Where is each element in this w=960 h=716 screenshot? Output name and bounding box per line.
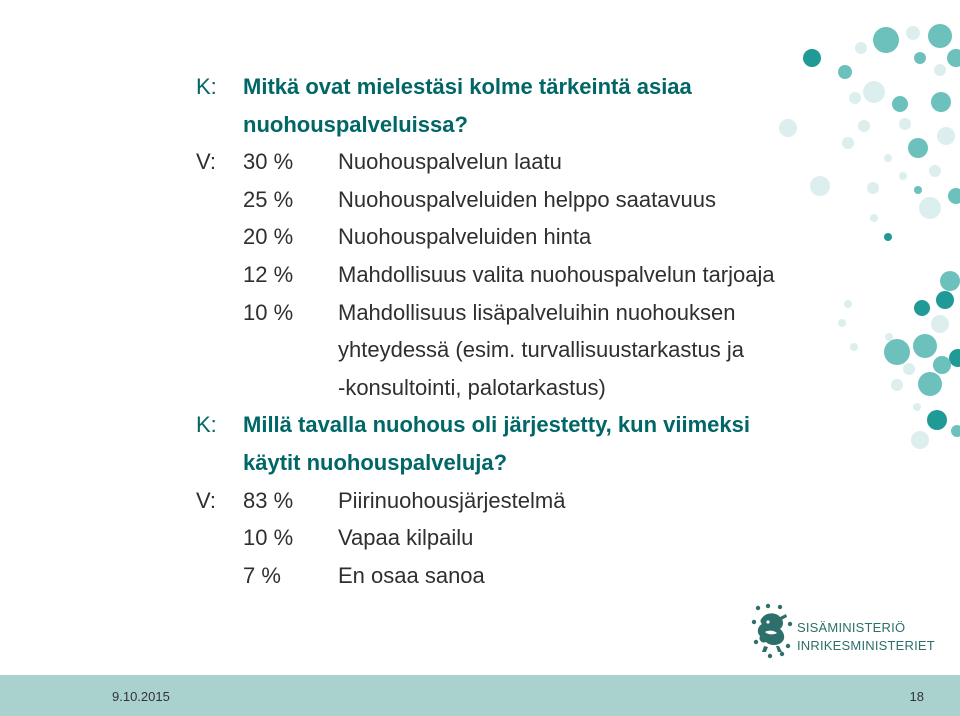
answer-text: Nuohouspalveluiden helppo saatavuus [338, 186, 716, 212]
answer-tag: V: [196, 487, 216, 513]
question-text: käytit nuohouspalveluja? [243, 450, 508, 475]
footer-band [0, 675, 960, 716]
answer-percent: 25 % [243, 186, 294, 212]
answer-tag: V: [196, 149, 216, 175]
answer-percent: 10 % [243, 525, 294, 551]
question-tag: K: [196, 74, 217, 99]
lion-emblem-icon [748, 602, 798, 660]
question-text: Mitkä ovat mielestäsi kolme tärkeintä asiaa [243, 74, 692, 99]
answer-text: Piirinuohousjärjestelmä [338, 487, 566, 513]
answer-text: Vapaa kilpailu [338, 525, 474, 551]
logo-line-2: INRIKESMINISTERIET [797, 638, 935, 653]
question-tag: K: [196, 412, 217, 438]
ministry-logo [748, 602, 935, 660]
answer-text: -konsultointi, palotarkastus) [338, 374, 606, 400]
question-text: Millä tavalla nuohous oli järjestetty, kun viimeksi [243, 412, 750, 438]
question-text: nuohouspalveluissa? [243, 111, 468, 137]
answer-percent: 83 % [243, 487, 294, 513]
answer-percent: 20 % [243, 224, 294, 250]
answer-text: Nuohouspalvelun laatu [338, 149, 562, 175]
footer-date: 9.10.2015 [112, 689, 170, 704]
page-number: 18 [909, 689, 924, 704]
logo-line-1: SISÄMINISTERIÖ [797, 620, 906, 635]
answer-text: yhteydessä (esim. turvallisuustarkastus ja [338, 337, 744, 363]
answer-text: Mahdollisuus lisäpalveluihin nuohouksen [338, 299, 736, 325]
answer-percent: 10 % [243, 299, 294, 325]
answer-percent: 12 % [243, 262, 294, 287]
answer-percent: 7 % [243, 562, 281, 588]
answer-text: Mahdollisuus valita nuohouspalvelun tarjoaja [338, 262, 775, 287]
answer-percent: 30 % [243, 149, 294, 175]
answer-text: Nuohouspalveluiden hinta [338, 224, 592, 250]
answer-text: En osaa sanoa [338, 562, 485, 588]
